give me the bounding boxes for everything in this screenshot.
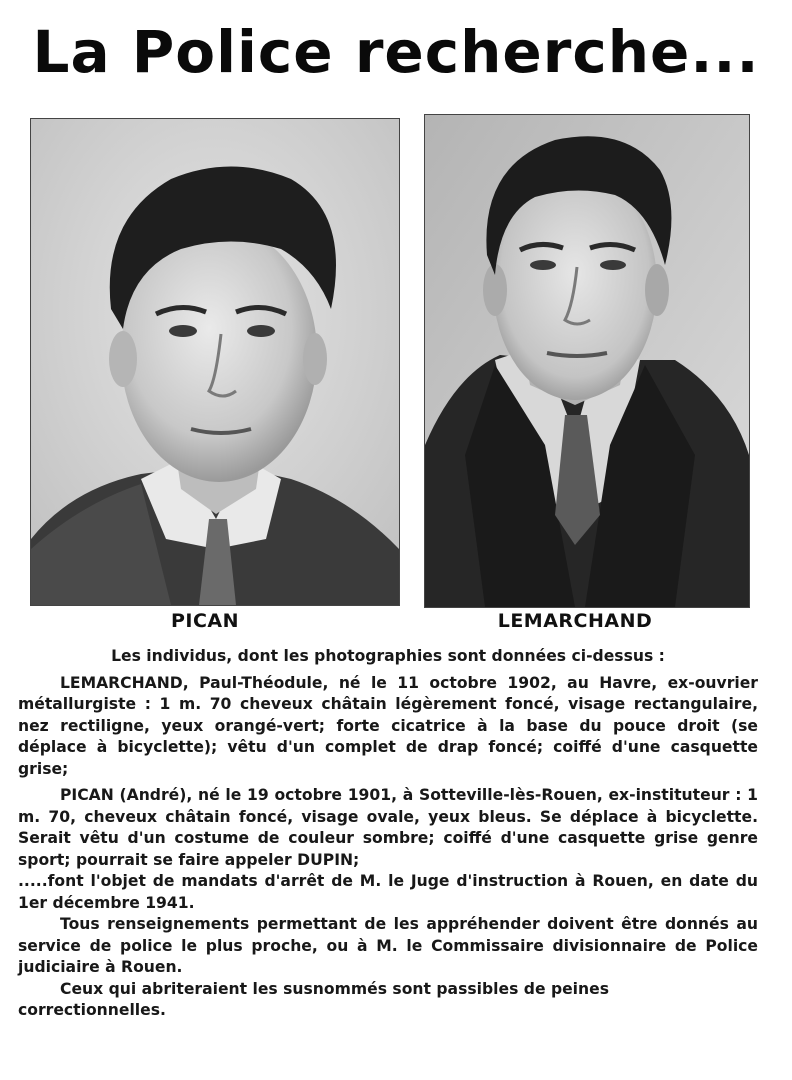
intro-paragraph: Les individus, dont les photographies sont données ci-dessus : [111,647,665,665]
portrait-photo-lemarchand [424,114,750,608]
caption-pican: PICAN [170,610,240,632]
portrait-photo-pican [30,118,400,606]
notice-body [18,646,758,1022]
peines-paragraph: Ceux qui abriteraient les susnommés sont passibles de peines correctionnelles. [18,979,609,1019]
renseignements-paragraph: Tous renseignements permettant de les appréhender doivent être donnés au service de police le plus proche, ou à M. le Commissaire divisionnaire de Police judiciaire à Rouen. [18,915,758,976]
mandats-paragraph: .....font l'objet de mandats d'arrêt de M. le Juge d'instruction à Rouen, en date du 1er décembre 1941. [18,872,758,912]
caption-lemarchand: LEMARCHAND [497,610,653,632]
lemarchand-description: LEMARCHAND, Paul-Théodule, né le 11 octobre 1902, au Havre, ex-ouvrier métallurgiste : 1 m. 70 cheveux châtain légèrement foncé, visage rectangulaire, nez rectiligne, yeux orangé-vert; forte cicatrice à la base du pouce droit (se déplace à bicyclette); vêtu d'un complet de drap foncé; coiffé d'une casquette grise; [18,673,758,778]
page-title: La Police recherche... [32,18,760,86]
pican-description: PICAN (André), né le 19 octobre 1901, à Sotteville-lès-Rouen, ex-instituteur : 1 m. 70, cheveux châtain foncé, visage ovale, yeux bleus. Se déplace à bicyclette. Serait vêtu d'un costume de couleur sombre; coiffé d'une casquette grise genre sport; pourrait se faire appeler DUPIN; [18,786,758,869]
